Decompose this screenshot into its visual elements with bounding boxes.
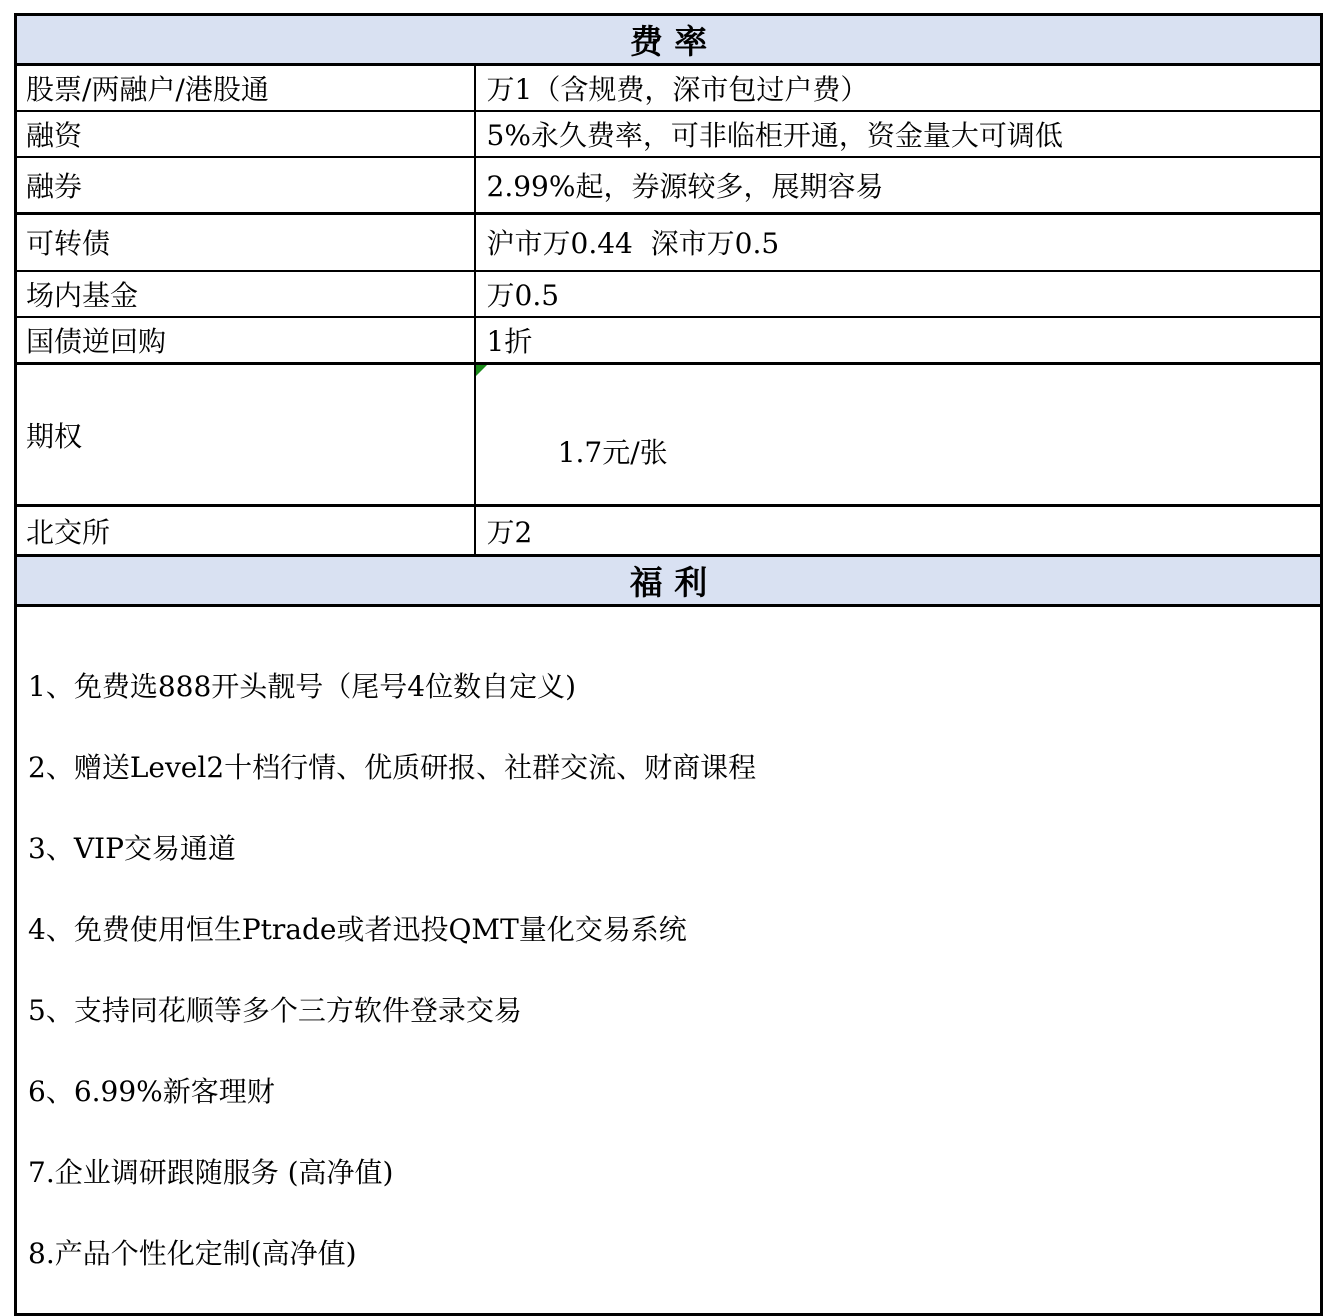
benefit-item: 3、VIP交易通道 <box>28 832 236 865</box>
fee-value-margin-financing: 5%永久费率，可非临柜开通，资金量大可调低 <box>475 111 1322 157</box>
table-row <box>16 271 1322 317</box>
fee-label-securities-lending: 融券 <box>16 157 475 214</box>
table-row <box>16 364 1322 506</box>
benefits-section-header-row <box>16 556 1322 606</box>
benefits-section-title: 福 利 <box>16 556 1322 606</box>
fee-label-margin-financing: 融资 <box>16 111 475 157</box>
benefit-item: 2、赠送Level2十档行情、优质研报、社群交流、财商课程 <box>28 751 757 784</box>
fee-label-reverse-repo: 国债逆回购 <box>16 317 475 364</box>
fee-value-etf: 万0.5 <box>475 271 1322 317</box>
benefit-item: 7.企业调研跟随服务 (高净值) <box>28 1156 394 1189</box>
fees-section-title: 费 率 <box>16 15 1322 65</box>
table-row <box>16 65 1322 111</box>
table-row <box>16 111 1322 157</box>
table-row <box>16 157 1322 214</box>
fees-section-header-row <box>16 15 1322 65</box>
table-row <box>16 506 1322 556</box>
fee-label-etf: 场内基金 <box>16 271 475 317</box>
fee-value-reverse-repo: 1折 <box>475 317 1322 364</box>
fee-value-options <box>475 364 1322 506</box>
fee-label-bse: 北交所 <box>16 506 475 556</box>
fee-value-stocks: 万1（含规费，深市包过户费） <box>475 65 1322 111</box>
benefits-content-row <box>16 606 1322 1315</box>
fee-label-options: 期权 <box>16 364 475 506</box>
benefit-item: 4、免费使用恒生Ptrade或者迅投QMT量化交易系统 <box>28 913 687 946</box>
fee-value-convertible-bonds: 沪市万0.44 深市万0.5 <box>475 214 1322 271</box>
fee-label-stocks: 股票/两融户/港股通 <box>16 65 475 111</box>
fee-benefits-table <box>14 13 1323 1316</box>
fee-value-securities-lending: 2.99%起，券源较多，展期容易 <box>475 157 1322 214</box>
table-row <box>16 317 1322 364</box>
benefit-item: 6、6.99%新客理财 <box>28 1075 275 1108</box>
benefit-item: 1、免费选888开头靓号（尾号4位数自定义) <box>28 670 576 703</box>
fee-value-bse: 万2 <box>475 506 1322 556</box>
fee-value-options-text: 1.7元/张 <box>557 436 668 469</box>
table-row <box>16 214 1322 271</box>
benefit-item: 5、支持同花顺等多个三方软件登录交易 <box>28 994 522 1027</box>
fee-label-convertible-bonds: 可转债 <box>16 214 475 271</box>
benefit-item: 8.产品个性化定制(高净值) <box>28 1237 357 1270</box>
cell-error-flag-icon <box>476 365 487 376</box>
benefits-list <box>16 606 1322 1315</box>
